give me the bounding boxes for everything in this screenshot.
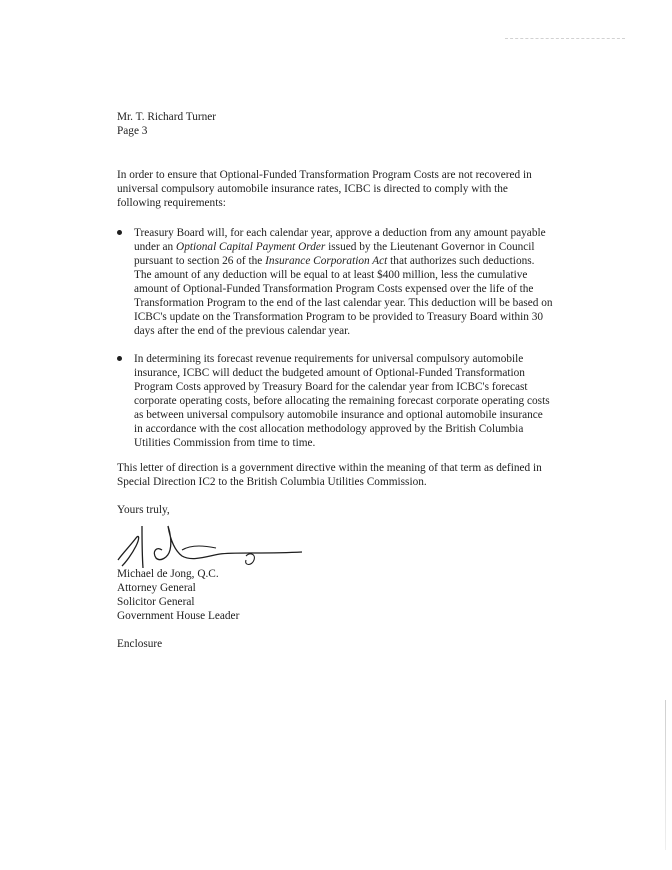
bullet-1-text-part1: Treasury Board will, for each calendar year, approve a deduction from any amount payable under an [134, 227, 546, 253]
intro-paragraph: In order to ensure that Optional-Funded Transformation Program Costs are not recovered in universal compulsory automobile insurance rates, ICBC is directed to comply with the following requirements: [117, 169, 532, 209]
scan-artifact-edge [665, 700, 666, 850]
signer-name: Michael de Jong, Q.C. [117, 568, 219, 580]
bullet-icon [117, 356, 122, 361]
signer-title-1: Attorney General [117, 582, 196, 594]
closing-salutation: Yours truly, [117, 504, 170, 516]
signer-title-2: Solicitor General [117, 596, 195, 608]
scan-artifact-top [505, 38, 625, 40]
requirements-list [117, 226, 553, 450]
list-item [117, 226, 553, 338]
signer-title-3: Government House Leader [117, 610, 240, 622]
page-number: Page 3 [117, 125, 148, 137]
letter-header [117, 110, 216, 138]
enclosure-note: Enclosure [117, 638, 163, 650]
bullet-icon [117, 230, 122, 235]
bullet-1-text-part3: that authorizes such deductions. The amount of any deduction will be equal to at least $400 million, less the cumulative amount of Optional-Funded Transformation Program Costs expensed over the life of the Transformation Program to the end of the last calendar year. This deduction will be based on ICBC's update on the Transformation Program to be provided to Treasury Board within 30 days after the end of the previous calendar year. [134, 255, 553, 337]
conclusion-paragraph: This letter of direction is a government directive within the meaning of that term as defined in Special Direction IC2 to the British Columbia Utilities Commission. [117, 462, 542, 488]
list-item [117, 352, 553, 450]
bullet-2-text: In determining its forecast revenue requirements for universal compulsory automobile insurance, ICBC will deduct the budgeted amount of Optional-Funded Transformation Program Costs approved by Treasury Board for the calendar year from ICBC's forecast corporate operating costs, before allocating the remaining forecast corporate operating costs as between universal compulsory automobile insurance and optional automobile insurance in accordance with the cost allocation methodology approved by the British Columbia Utilities Commission from time to time. [134, 353, 550, 449]
signer-block [117, 567, 239, 623]
recipient-name: Mr. T. Richard Turner [117, 111, 217, 123]
bullet-1-italic-order: Optional Capital Payment Order [176, 241, 326, 253]
bullet-1-text-part2: issued by the Lieutenant Governor in Council pursuant to section 26 of the [134, 241, 535, 267]
bullet-1-italic-act: Insurance Corporation Act [265, 255, 388, 267]
